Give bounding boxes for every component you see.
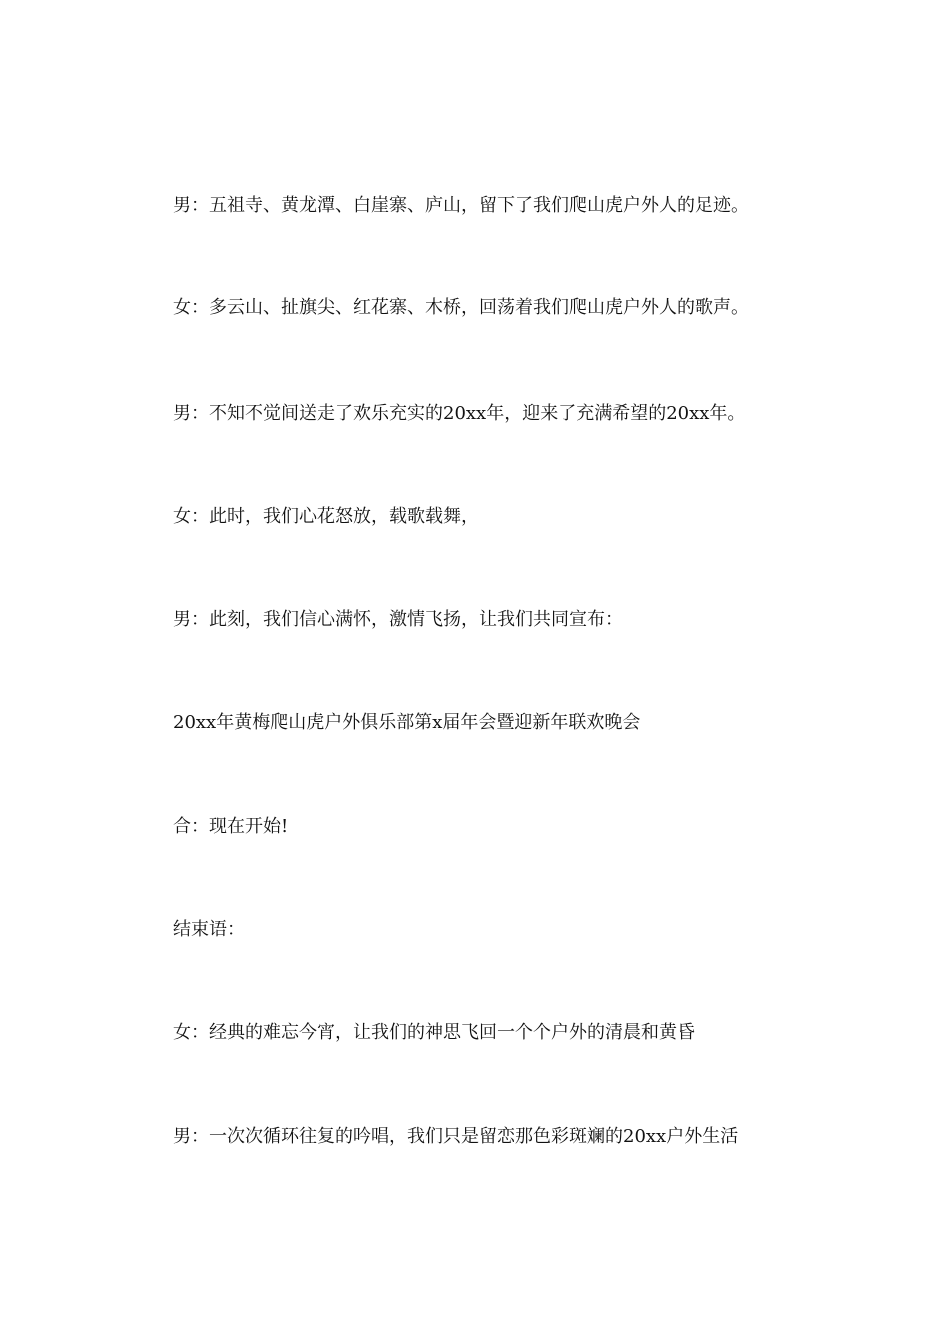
paragraph-line: 合：现在开始! (173, 816, 289, 837)
paragraph-line: 20xx年黄梅爬山虎户外俱乐部第x届年会暨迎新年联欢晚会 (173, 712, 641, 733)
paragraph-line: 女：经典的难忘今宵，让我们的神思飞回一个个户外的清晨和黄昏 (173, 1022, 695, 1043)
section-heading: 结束语： (173, 919, 245, 940)
paragraph-line: 男：此刻，我们信心满怀，激情飞扬，让我们共同宣布： (173, 609, 623, 630)
paragraph-line: 男：五祖寺、黄龙潭、白崖寨、庐山，留下了我们爬山虎户外人的足迹。 (173, 195, 749, 216)
paragraph-line: 男：不知不觉间送走了欢乐充实的20xx年，迎来了充满希望的20xx年。 (173, 403, 746, 424)
paragraph-line: 女：多云山、扯旗尖、红花寨、木桥，回荡着我们爬山虎户外人的歌声。 (173, 297, 749, 318)
paragraph-line: 男：一次次循环往复的吟唱，我们只是留恋那色彩斑斓的20xx户外生活 (173, 1126, 739, 1147)
paragraph-line: 女：此时，我们心花怒放，载歌载舞， (173, 506, 479, 527)
